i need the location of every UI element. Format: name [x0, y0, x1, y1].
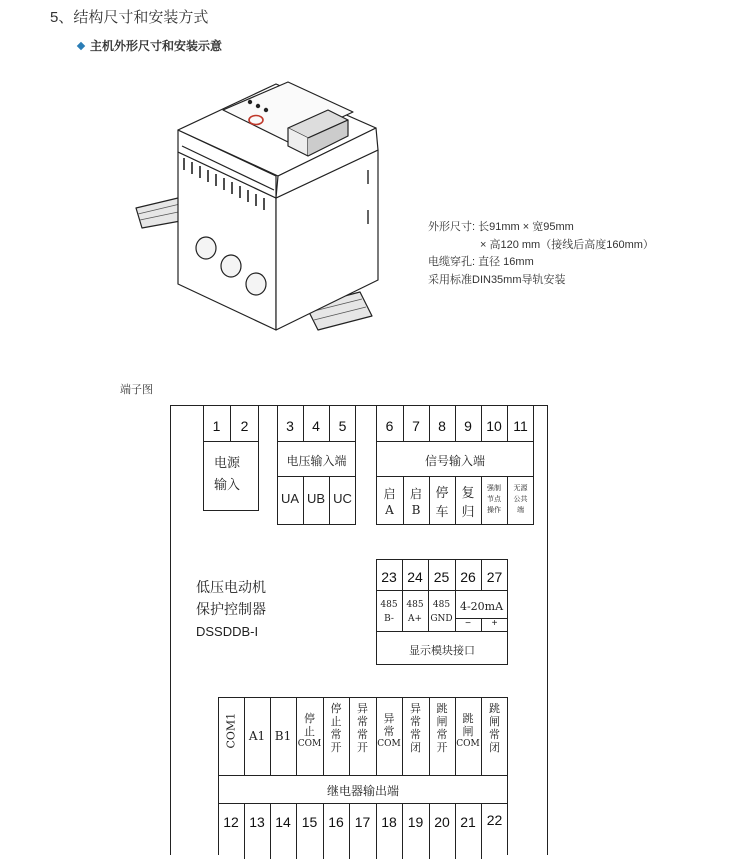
signal-sub-forced: 强制 节点 操作	[487, 484, 501, 514]
terminal-num: 19	[407, 814, 424, 830]
divider	[218, 775, 508, 776]
sub-title	[78, 37, 222, 54]
spec-height: × 高120 mm（接线后高度160mm）	[480, 239, 654, 251]
signal-sub-start-a: 启 A	[383, 487, 396, 517]
divider	[277, 441, 356, 442]
divider	[376, 631, 508, 632]
divider	[296, 803, 297, 859]
divider	[376, 590, 508, 591]
relay-sub-b1: B1	[274, 729, 292, 743]
terminal-num: 12	[223, 814, 239, 830]
display-module-label: 显示模块接口	[409, 644, 475, 657]
terminal-num: 11	[513, 418, 528, 434]
terminal-num: 18	[381, 814, 397, 830]
relay-sub-stop-com: 停 止 COM	[297, 712, 322, 749]
terminal-num: 3	[286, 418, 294, 434]
divider	[349, 803, 350, 859]
terminal-num: 4	[312, 418, 320, 434]
device-model: DSSDDB-I	[196, 624, 259, 639]
signal-sub-common: 无源 公共 端	[513, 484, 528, 514]
terminal-num: 17	[354, 814, 371, 830]
section-title: 5、结构尺寸和安装方式	[50, 9, 209, 26]
comm-sub-485-gnd: 485 GND	[430, 600, 453, 624]
divider	[203, 441, 259, 442]
divider	[244, 803, 245, 859]
comm-sub-plus: +	[491, 618, 498, 629]
sub-title-text: 主机外形尺寸和安装示意	[90, 39, 223, 53]
relay-sub-stop-no: 停 止 常 开	[330, 702, 342, 754]
comm-sub-current: 4-20mA	[459, 600, 504, 613]
terminal-num: 7	[412, 418, 420, 434]
signal-input-label: 信号输入端	[424, 454, 485, 468]
terminal-num: 6	[385, 418, 394, 434]
terminal-num: 24	[407, 569, 423, 585]
device-name-line2: 保护控制器	[196, 601, 266, 617]
relay-sub-fault-com: 异 常 COM	[377, 712, 401, 749]
terminal-num: 25	[433, 569, 450, 585]
terminal-num: 8	[438, 418, 446, 434]
relay-output-label: 继电器输出端	[326, 784, 399, 798]
relay-sub-com1: COM1	[224, 712, 238, 749]
terminal-num: 14	[275, 814, 291, 830]
divider	[218, 803, 508, 804]
comm-sub-485-b: 485 B-	[380, 600, 398, 624]
device-illustration	[128, 80, 388, 350]
signal-sub-reset: 复 归	[461, 486, 475, 520]
spec-mounting: 采用标准DIN35mm导轨安装	[428, 274, 566, 286]
terminal-diagram-title: 端子图	[120, 384, 153, 396]
relay-sub-fault-nc: 异 常 常 闭	[410, 702, 421, 754]
terminal-num: 23	[381, 569, 397, 585]
terminal-num: 27	[486, 569, 503, 585]
terminal-num: 9	[464, 418, 472, 434]
terminal-num: 20	[434, 814, 450, 830]
comm-sub-minus: −	[465, 618, 471, 629]
terminal-num: 15	[301, 814, 318, 830]
signal-sub-start-b: 启 B	[409, 487, 422, 517]
divider	[402, 803, 403, 859]
divider	[270, 803, 271, 859]
terminal-num: 1	[212, 418, 221, 434]
power-input-label-2: 输入	[214, 478, 241, 493]
terminal-num: 22	[486, 812, 503, 828]
terminal-sub-uc: UC	[333, 491, 352, 506]
relay-sub-trip-no: 跳 闸 常 开	[436, 702, 448, 754]
terminal-num: 13	[249, 814, 265, 830]
signal-sub-stop: 停 车	[435, 486, 449, 520]
voltage-input-label: 电压输入端	[286, 454, 347, 468]
terminal-sub-ua: UA	[280, 491, 300, 506]
divider	[429, 803, 430, 859]
divider	[323, 803, 324, 859]
diamond-bullet-icon	[77, 41, 85, 49]
divider	[277, 476, 356, 477]
relay-sub-fault-no: 异 常 常 开	[357, 702, 368, 754]
terminal-sub-ub: UB	[306, 491, 326, 506]
relay-sub-a1: A1	[248, 729, 266, 743]
relay-sub-trip-nc: 跳 闸 常 闭	[489, 702, 500, 754]
terminal-num: 2	[240, 418, 249, 434]
divider	[455, 803, 456, 859]
power-input-label: 电源	[214, 456, 241, 471]
spec-dimensions: 外形尺寸: 长91mm × 宽95mm	[428, 221, 574, 233]
terminal-num: 21	[460, 814, 476, 830]
relay-sub-trip-com: 跳 闸 COM	[456, 712, 480, 749]
divider	[376, 803, 377, 859]
spec-cable-hole: 电缆穿孔: 直径 16mm	[428, 256, 534, 268]
terminal-num: 16	[328, 814, 344, 830]
device-name-line1: 低压电动机	[196, 579, 266, 595]
terminal-num: 5	[338, 418, 347, 434]
comm-sub-485-a: 485 A+	[406, 600, 424, 624]
terminal-num: 26	[460, 569, 476, 585]
terminal-num: 10	[486, 418, 502, 434]
